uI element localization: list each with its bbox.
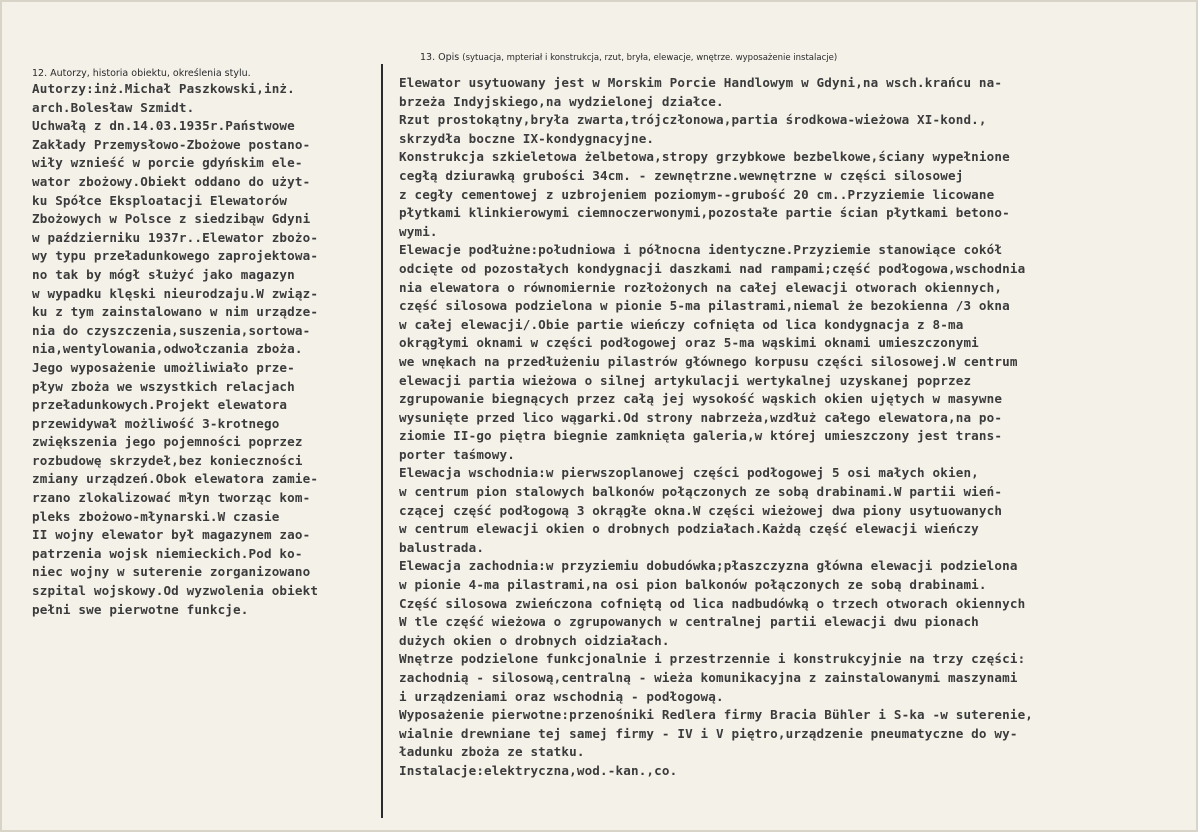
description-text-line: wialnie drewniane tej samej firmy - IV i V piętro,urządzenie pneumatyczne do wy-: [399, 725, 1018, 741]
history-text-line: zmiany urządzeń.Obok elewatora zamie-: [32, 471, 319, 487]
history-text-line: zwiększenia jego pojemności poprzez: [32, 434, 303, 450]
history-text-line: pleks zbożowo-młynarski.W czasie: [32, 508, 280, 524]
history-text-line: przeładunkowych.Projekt elewatora: [32, 397, 288, 413]
description-text-line: elewacji partia wieżowa o silnej artykulacji wertykalnej uzyskanej poprzez: [399, 372, 972, 388]
description-text-line: Konstrukcja szkieletowa żelbetowa,stropy grzybkowe bezbelkowe,ściany wypełnione: [399, 149, 1010, 165]
description-text-line: zachodnią - silosową,centralną - wieża komunikacyjna z zainstalowanymi maszynami: [399, 670, 1018, 685]
history-text: [32, 80, 318, 619]
history-text-line: w wypadku klęski nieurodzaju.W związ-: [32, 285, 319, 301]
history-text-line: patrzenia wojsk niemieckich.Pod ko-: [32, 545, 303, 561]
history-text-line: Autorzy:inż.Michał Paszkowski,inż.: [32, 81, 295, 96]
history-text-line: w październiku 1937r..Elewator zbożo-: [32, 229, 319, 245]
section-13-heading: [420, 52, 837, 63]
history-text-line: pełni swe pierwotne funkcje.: [32, 601, 249, 617]
history-text-line: no tak by mógł służyć jako magazyn: [32, 266, 295, 282]
description-text-line: Wyposażenie pierwotne:przenośniki Redlera firmy Bracia Bühler i S-ka -w suterenie,: [399, 707, 1034, 723]
history-text-line: wiły wznieść w porcie gdyńskim ele-: [32, 155, 303, 171]
description-text-line: odcięte od pozostałych kondygnacji daszkami nad rampami;część podłogowa,wschodnia: [399, 260, 1026, 276]
description-text-line: Instalacje:elektryczna,wod.-kan.,co.: [399, 762, 678, 778]
description-text: [399, 74, 1033, 781]
description-text-line: płytkami klinkierowymi ciemnoczerwonymi,pozostałe partie ścian płytkami betono-: [399, 205, 1010, 221]
history-text-line: arch.Bolesław Szmidt.: [32, 99, 195, 115]
history-text-line: Jego wyposażenie umożliwiało prze-: [32, 359, 295, 375]
history-text-line: szpital wojskowy.Od wyzwolenia obiekt: [32, 583, 319, 599]
history-text-line: rzano zlokalizować młyn tworząc kom-: [32, 490, 311, 506]
history-text-line: Zbożowych w Polsce z siedzibąw Gdyni: [32, 211, 311, 227]
description-text-line: z cegły cementowej z uzbrojeniem poziomym--grubość 20 cm..Przyziemie licowane: [399, 186, 995, 202]
description-text-line: wysunięte przed lico wągarki.Od strony nabrzeża,wzdłuż całego elewatora,na po-: [399, 409, 1003, 425]
description-text-line: w centrum pion stalowych balkonów połączonych ze sobą drabinami.W partii wień-: [399, 484, 1003, 500]
section-12-heading: 12. Autorzy, historia obiektu, określenia stylu.: [32, 68, 251, 79]
description-text-line: Rzut prostokątny,bryła zwarta,trójczłonowa,partia środkowa-wieżowa XI-kond.,: [399, 112, 987, 128]
description-text-line: ładunku zboża ze statku.: [399, 744, 585, 760]
description-text-line: porter taśmowy.: [399, 446, 515, 462]
history-text-line: ku Spółce Eksploatacji Elewatorów: [32, 192, 288, 208]
history-text-line: nia do czyszczenia,suszenia,sortowa-: [32, 322, 311, 338]
description-text-line: W tle część wieżowa o zgrupowanych w centralnej partii elewacji dwu pionach: [399, 614, 979, 630]
history-text-line: ku z tym zainstalowano w nim urządze-: [32, 304, 319, 320]
description-text-line: Elewacja zachodnia:w przyziemiu dobudówka;płaszczyzna główna elewacji podzielona: [399, 558, 1018, 574]
history-text-line: rozbudowę skrzydeł,bez konieczności: [32, 452, 303, 468]
description-text-line: w całej elewacji/.Obie partie wieńczy cofnięta od lica kondygnacja z 8-ma: [399, 316, 964, 332]
column-divider: [381, 64, 383, 818]
description-text-line: zgrupowanie biegnących przez całą jej wysokość wąskich okien ujętych w masywne: [399, 391, 1003, 407]
history-text-line: nia,wentylowania,odwołczania zboża.: [32, 341, 303, 357]
history-text-line: przewidywał możliwość 3-krotnego: [32, 415, 280, 431]
history-text-line: niec wojny w suterenie zorganizowano: [32, 564, 311, 580]
description-text-line: Wnętrze podzielone funkcjonalnie i przestrzennie i konstrukcyjnie na trzy części:: [399, 651, 1026, 667]
history-text-line: II wojny elewator był magazynem zao-: [32, 527, 311, 543]
description-text-line: okrągłymi oknami w części podłogowej oraz 5-ma wąskimi oknami umieszczonymi: [399, 335, 979, 351]
description-text-line: balustrada.: [399, 539, 485, 555]
description-text-line: w pionie 4-ma pilastrami,na osi pion balkonów połączonych ze sobą drabinami.: [399, 577, 987, 593]
description-text-line: Elewacja wschodnia:w pierwszoplanowej części podłogowej 5 osi małych okien,: [399, 465, 979, 481]
description-text-line: czącej część podłogową 3 okrągłe okna.W części wieżowej dwa piony usytuowanych: [399, 502, 1003, 518]
description-text-line: skrzydła boczne IX-kondygnacyjne.: [399, 130, 655, 146]
description-text-line: w centrum elewacji okien o drobnych podziałach.Każdą część elewacji wieńczy: [399, 521, 979, 537]
description-text-line: Elewator usytuowany jest w Morskim Porcie Handlowym w Gdyni,na wsch.krańcu na-: [399, 75, 1003, 90]
history-text-line: wy typu przeładunkowego zaprojektowa-: [32, 248, 319, 264]
description-text-line: Część silosowa zwieńczona cofniętą od lica nadbudówką o trzech otworach okiennych: [399, 595, 1026, 611]
description-text-line: dużych okien o drobnych oidziałach.: [399, 632, 670, 648]
description-text-line: cegłą dziurawką grubości 34cm. - zewnętrzne.wewnętrzne w części silosowej: [399, 167, 964, 183]
description-text-line: ziomie II-go piętra biegnie zamknięta galeria,w której umieszczony jest trans-: [399, 428, 1003, 444]
history-text-line: wator zbożowy.Obiekt oddano do użyt-: [32, 173, 311, 189]
section-13-title: 13. Opis: [420, 52, 460, 63]
description-text-line: i urządzeniami oraz wschodnią - podłogową.: [399, 688, 724, 704]
section-13-subtitle: (sytuacja, mpteriał i konstrukcja, rzut, bryła, elewacje, wnętrze. wyposażenie instalacje): [462, 53, 838, 63]
description-text-line: Elewacje podłużne:południowa i północna identyczne.Przyziemie stanowiące cokół: [399, 242, 1003, 258]
description-text-line: wymi.: [399, 223, 438, 239]
description-text-line: we wnękach na przedłużeniu pilastrów głównego korpusu części silosowej.W centrum: [399, 353, 1018, 369]
history-text-line: pływ zboża we wszystkich relacjach: [32, 378, 295, 394]
description-text-line: część silosowa podzielona w pionie 5-ma pilastrami,niemal że bezokienna /3 okna: [399, 298, 1010, 314]
description-text-line: nia elewatora o równomiernie rozłożonych na całej elewacji otworach okiennych,: [399, 279, 1003, 295]
history-text-line: Uchwałą z dn.14.03.1935r.Państwowe: [32, 118, 295, 134]
history-text-line: Zakłady Przemysłowo-Zbożowe postano-: [32, 136, 311, 152]
description-text-line: brzeża Indyjskiego,na wydzielonej działce.: [399, 93, 724, 109]
